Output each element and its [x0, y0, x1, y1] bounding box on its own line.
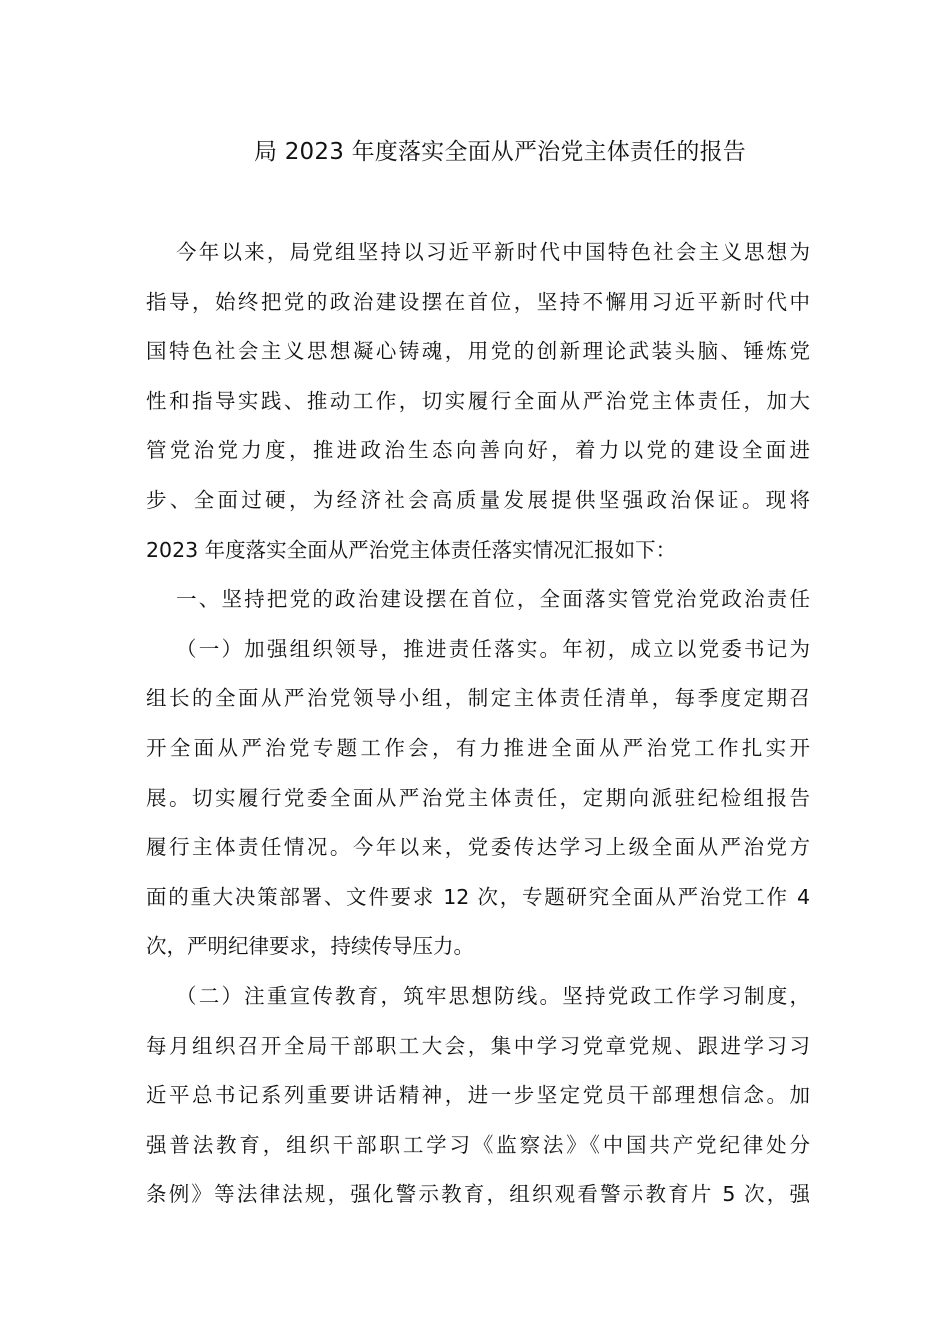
paragraph-line: 国特色社会主义思想凝心铸魂，用党的创新理论武装头脑、锤炼党: [146, 339, 810, 364]
paragraph-line: 面的重大决策部署、文件要求 12 次，专题研究全面从严治党工作 4: [146, 884, 810, 909]
paragraph-line: 管党治党力度，推进政治生态向善向好，着力以党的建设全面进: [146, 438, 810, 463]
document-body: [146, 228, 810, 1220]
document-title: 局 2023 年度落实全面从严治党主体责任的报告: [254, 139, 746, 165]
paragraph-line: （二）注重宣传教育，筑牢思想防线。坚持党政工作学习制度，: [176, 983, 810, 1008]
paragraph-line: 履行主体责任情况。今年以来，党委传达学习上级全面从严治党方: [146, 835, 810, 860]
paragraph-line: 展。切实履行党委全面从严治党主体责任，定期向派驻纪检组报告: [146, 785, 810, 810]
paragraph-line: 次，严明纪律要求，持续传导压力。: [146, 934, 474, 959]
section-heading: 一、坚持把党的政治建设摆在首位，全面落实管党治党政治责任: [176, 587, 810, 612]
paragraph-line: 步、全面过硬，为经济社会高质量发展提供坚强政治保证。现将: [146, 487, 810, 512]
paragraph-line: 今年以来，局党组坚持以习近平新时代中国特色社会主义思想为: [176, 240, 810, 264]
paragraph-line: 强普法教育，组织干部职工学习《监察法》《中国共产党纪律处分: [146, 1132, 810, 1157]
paragraph-line: 组长的全面从严治党领导小组，制定主体责任清单，每季度定期召: [146, 686, 810, 711]
paragraph-line: 每月组织召开全局干部职工大会，集中学习党章党规、跟进学习习: [146, 1033, 810, 1058]
paragraph-line: （一）加强组织领导，推进责任落实。年初，成立以党委书记为: [176, 636, 810, 661]
paragraph-line: 性和指导实践、推动工作，切实履行全面从严治党主体责任，加大: [146, 388, 810, 413]
paragraph-line: 2023 年度落实全面从严治党主体责任落实情况汇报如下：: [146, 537, 677, 562]
paragraph-line: 近平总书记系列重要讲话精神，进一步坚定党员干部理想信念。加: [146, 1083, 810, 1108]
paragraph-line: 条例》等法律法规，强化警示教育，组织观看警示教育片 5 次，强: [146, 1182, 810, 1207]
paragraph-line: 开全面从严治党专题工作会，有力推进全面从严治党工作扎实开: [146, 735, 810, 760]
paragraph-line: 指导，始终把党的政治建设摆在首位，坚持不懈用习近平新时代中: [146, 289, 810, 314]
